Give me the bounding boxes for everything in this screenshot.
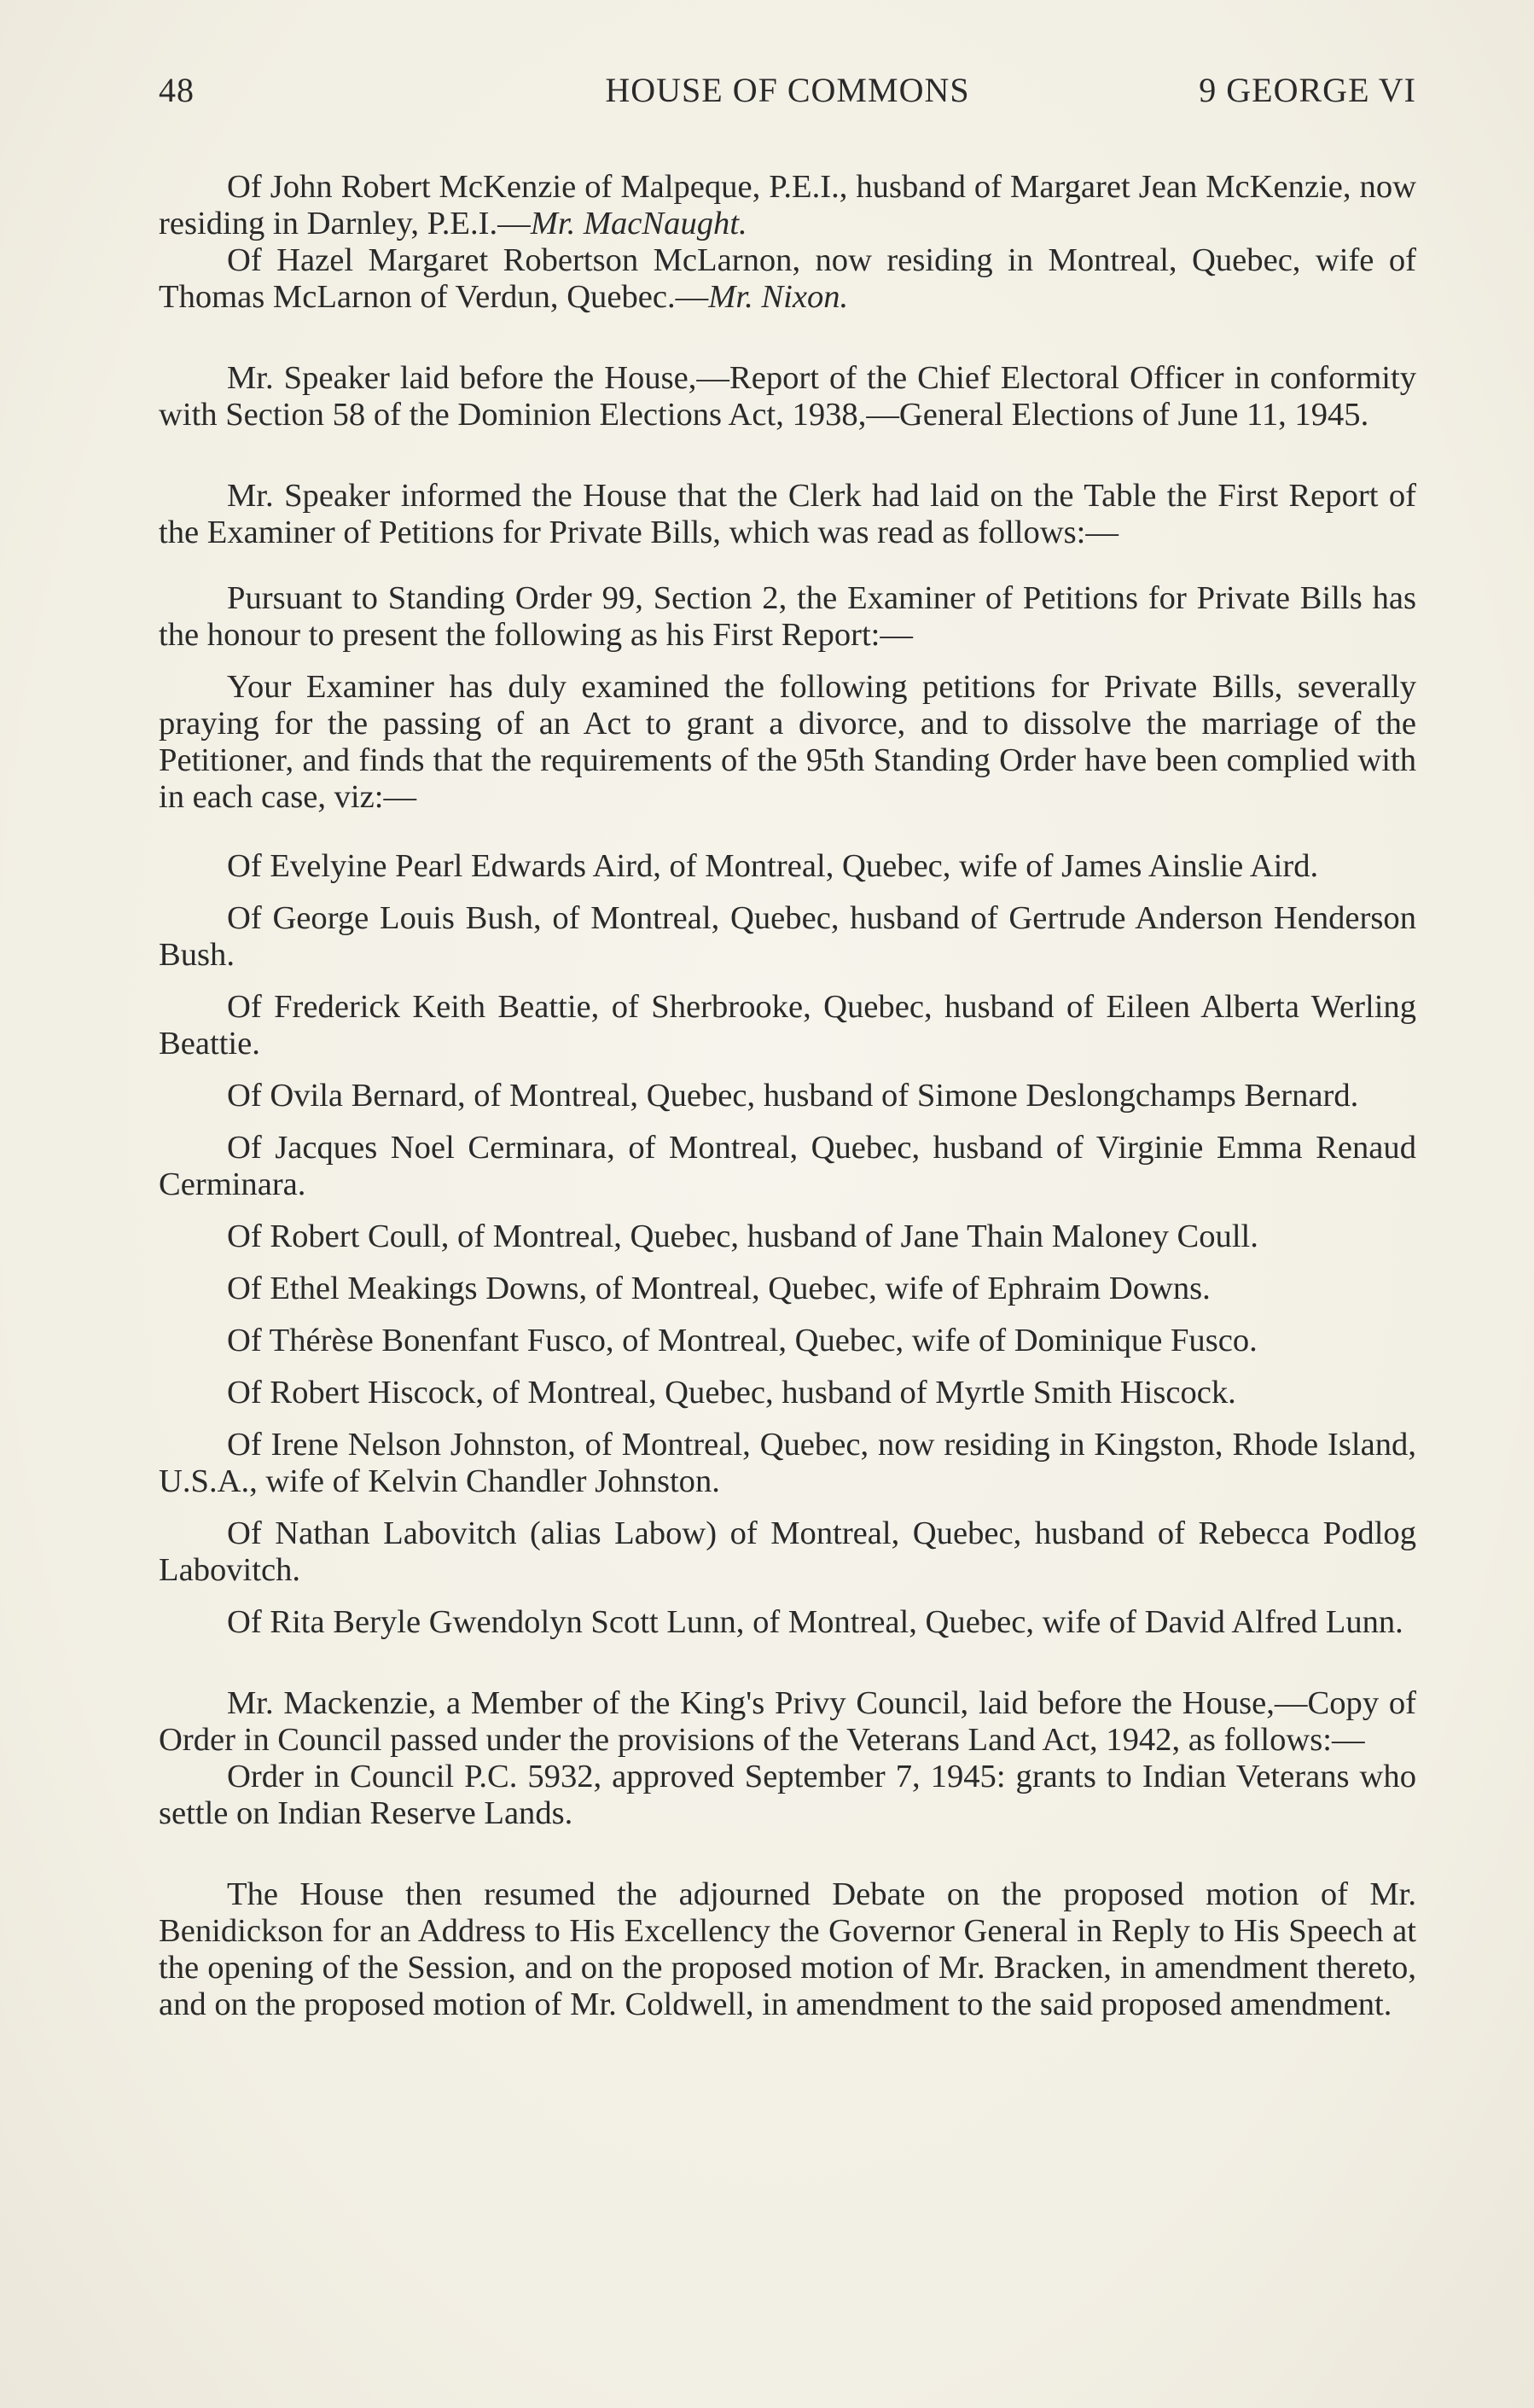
divorce-petition-item: Of Evelyine Pearl Edwards Aird, of Montreal, Quebec, wife of James Ainslie Aird. xyxy=(227,848,1319,884)
electoral-report-paragraph: Mr. Speaker laid before the House,—Report of the Chief Electoral Officer in conformity with Section 58 of the Dominion Elections Act, 1938,—General Elections of June 11, 1945. xyxy=(159,360,1416,433)
debate-paragraph: The House then resumed the adjourned Debate on the proposed motion of Mr. Benidickson for an Address to His Excellency the Governor General in Reply to His Speech at the opening of the Session, and on the proposed motion of Mr. Bracken, in amendment thereto, and on the proposed motion of Mr. Coldwell, in amendment to the said proposed amendment. xyxy=(159,1876,1416,2022)
page-number: 48 xyxy=(159,71,195,109)
divorce-petition-item: Of Ethel Meakings Downs, of Montreal, Quebec, wife of Ephraim Downs. xyxy=(227,1271,1211,1306)
divorce-petition-item: Of Nathan Labovitch (alias Labow) of Montreal, Quebec, husband of Rebecca Podlog Labovitch. xyxy=(159,1515,1416,1588)
petition-paragraph: Of Hazel Margaret Robertson McLarnon, now residing in Montreal, Quebec, wife of Thomas McLarnon of Verdun, Quebec.—Mr. Nixon. xyxy=(159,242,1416,315)
divorce-petition-item: Of Jacques Noel Cerminara, of Montreal, Quebec, husband of Virginie Emma Renaud Cerminara. xyxy=(159,1130,1416,1202)
order-in-council-text: Order in Council P.C. 5932, approved September 7, 1945: grants to Indian Veterans who settle on Indian Reserve Lands. xyxy=(159,1759,1416,1831)
sponsor-name: Mr. MacNaught. xyxy=(530,206,747,241)
petition-paragraph: Of John Robert McKenzie of Malpeque, P.E.I., husband of Margaret Jean McKenzie, now residing in Darnley, P.E.I.—Mr. MacNaught. xyxy=(159,169,1416,241)
running-header xyxy=(159,70,1416,121)
divorce-petition-item: Of Robert Hiscock, of Montreal, Quebec, husband of Myrtle Smith Hiscock. xyxy=(227,1375,1236,1410)
regnal-year: 9 GEORGE VI xyxy=(1199,71,1416,109)
examiner-report-paragraph: Your Examiner has duly examined the following petitions for Private Bills, severally praying for the passing of an Act to grant a divorce, and to dissolve the marriage of the Petitioner, and finds that the requirements of the 95th Standing Order have been complied with in each case, viz:— xyxy=(159,669,1416,815)
examiner-report-paragraph: Pursuant to Standing Order 99, Section 2, the Examiner of Petitions for Private Bills has the honour to present the following as his First Report:— xyxy=(159,580,1416,653)
divorce-petition-item: Of Irene Nelson Johnston, of Montreal, Quebec, now residing in Kingston, Rhode Island, U.S.A., wife of Kelvin Chandler Johnston. xyxy=(159,1427,1416,1499)
examiner-report-intro: Mr. Speaker informed the House that the Clerk had laid on the Table the First Report of the Examiner of Petitions for Private Bills, which was read as follows:— xyxy=(159,478,1416,550)
divorce-petition-item: Of Robert Coull, of Montreal, Quebec, husband of Jane Thain Maloney Coull. xyxy=(227,1219,1258,1254)
sponsor-name: Mr. Nixon. xyxy=(708,279,849,315)
divorce-petition-item: Of George Louis Bush, of Montreal, Quebec, husband of Gertrude Anderson Henderson Bush. xyxy=(159,900,1416,973)
page-body xyxy=(159,169,1416,2023)
order-in-council-intro: Mr. Mackenzie, a Member of the King's Privy Council, laid before the House,—Copy of Order in Council passed under the provisions of the Veterans Land Act, 1942, as follows:— xyxy=(159,1685,1416,1758)
divorce-petition-item: Of Thérèse Bonenfant Fusco, of Montreal, Quebec, wife of Dominique Fusco. xyxy=(227,1323,1258,1358)
divorce-petition-item: Of Rita Beryle Gwendolyn Scott Lunn, of Montreal, Quebec, wife of David Alfred Lunn. xyxy=(227,1604,1403,1640)
divorce-petition-item: Of Frederick Keith Beattie, of Sherbrooke, Quebec, husband of Eileen Alberta Werling Beattie. xyxy=(159,989,1416,1061)
journal-title: HOUSE OF COMMONS xyxy=(605,71,970,109)
divorce-petition-item: Of Ovila Bernard, of Montreal, Quebec, husband of Simone Deslongchamps Bernard. xyxy=(227,1078,1359,1114)
